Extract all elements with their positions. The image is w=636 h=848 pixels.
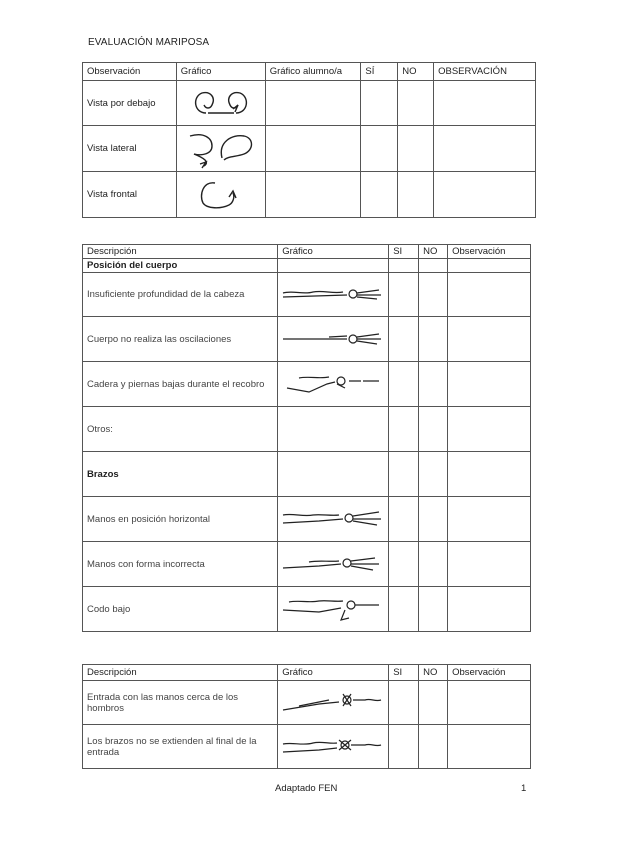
page-number: 1: [521, 783, 527, 794]
row-label: Vista lateral: [83, 126, 177, 172]
header-no: NO: [419, 245, 448, 259]
swimmer-arms-not-extended-sketch-icon: [278, 725, 389, 769]
header-descripcion: Descripción: [83, 665, 278, 681]
header-grafico: Gráfico: [176, 63, 265, 81]
swimmer-hands-shape-sketch-icon: [278, 542, 389, 587]
swimmer-no-oscillation-sketch-icon: [278, 317, 389, 362]
swimmer-low-hips-sketch-icon: [278, 362, 389, 407]
header-grafico: Gráfico: [278, 245, 389, 259]
table-row: [83, 273, 531, 317]
section-label: Brazos: [83, 452, 278, 497]
evaluation-table-views: [82, 62, 536, 218]
header-si: SI: [389, 245, 419, 259]
row-label: Vista frontal: [83, 172, 177, 218]
row-label: Codo bajo: [83, 587, 278, 632]
header-observacion: Observación: [448, 665, 531, 681]
table-row: [83, 317, 531, 362]
header-si: SI: [389, 665, 419, 681]
header-grafico: Gráfico: [278, 665, 389, 681]
butterfly-pull-underwater-sketch-icon: [176, 81, 265, 126]
evaluation-table-entry: [82, 664, 531, 769]
butterfly-pull-side-sketch-icon: [176, 126, 265, 172]
header-observacion-col: OBSERVACIÓN: [434, 63, 536, 81]
header-observacion: Observación: [448, 245, 531, 259]
header-no: NO: [419, 665, 448, 681]
row-label: Entrada con las manos cerca de los hombros: [83, 681, 278, 725]
table-row: [83, 362, 531, 407]
section-label: Posición del cuerpo: [83, 259, 278, 273]
swimmer-head-depth-sketch-icon: [278, 273, 389, 317]
row-label: Cuerpo no realiza las oscilaciones: [83, 317, 278, 362]
swimmer-entry-near-shoulders-sketch-icon: [278, 681, 389, 725]
table-row: [83, 681, 531, 725]
row-label: Cadera y piernas bajas durante el recobro: [83, 362, 278, 407]
table-row: [83, 497, 531, 542]
row-label: Insuficiente profundidad de la cabeza: [83, 273, 278, 317]
swimmer-hands-horizontal-sketch-icon: [278, 497, 389, 542]
table-row: [83, 172, 536, 218]
header-descripcion: Descripción: [83, 245, 278, 259]
header-si: SÍ: [361, 63, 398, 81]
footer-source: Adaptado FEN: [275, 783, 338, 794]
row-label: Otros:: [83, 407, 278, 452]
table-row: [83, 81, 536, 126]
table-row: [83, 542, 531, 587]
section-row-posicion: [83, 259, 531, 273]
header-grafico-alumno: Gráfico alumno/a: [265, 63, 361, 81]
swimmer-low-elbow-sketch-icon: [278, 587, 389, 632]
row-label: Los brazos no se extienden al final de la entrada: [83, 725, 278, 769]
header-no: NO: [398, 63, 434, 81]
table-row: [83, 126, 536, 172]
table-row: [83, 407, 531, 452]
section-row-brazos: [83, 452, 531, 497]
row-label: Vista por debajo: [83, 81, 177, 126]
evaluation-table-body-arms: [82, 244, 531, 632]
document-title: EVALUACIÓN MARIPOSA: [88, 37, 210, 48]
row-label: Manos en posición horizontal: [83, 497, 278, 542]
table-row: [83, 725, 531, 769]
table-header-row: [83, 245, 531, 259]
header-observacion: Observación: [83, 63, 177, 81]
table-row: [83, 587, 531, 632]
row-label: Manos con forma incorrecta: [83, 542, 278, 587]
butterfly-pull-front-sketch-icon: [176, 172, 265, 218]
table-header-row: [83, 665, 531, 681]
table-header-row: [83, 63, 536, 81]
